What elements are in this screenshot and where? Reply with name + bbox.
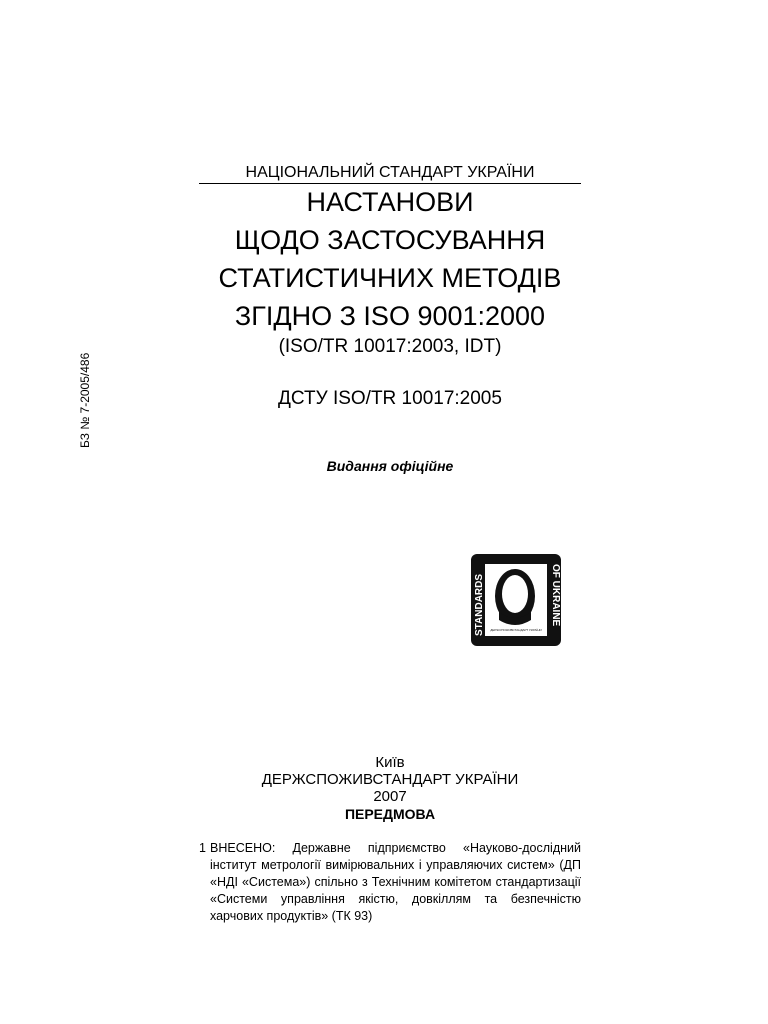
side-code: БЗ № 7-2005/486: [78, 352, 92, 448]
stamp-right-text: OF UKRAINE: [550, 564, 561, 627]
foreword-heading: ПЕРЕДМОВА: [344, 806, 436, 822]
foreword-item-number: 1: [199, 841, 206, 855]
stamp-center-text: ДЕРЖСПОЖИВСТАНДАРТ УКРАЇНИ: [490, 628, 542, 632]
foreword-item-text: ВНЕСЕНО: Державне підприємство «Науково-дослідний інститут метрології вимірювальних і управляючих систем» (ДП «НДІ «Система») спільно з Технічним комітетом стандартизації «Системи управління якістю, довкіллям та безпечністю харчових продуктів» (ТК 93): [210, 841, 581, 923]
standard-designation: ДСТУ ISO/TR 10017:2005: [278, 388, 502, 409]
publisher-org: ДЕРЖСПОЖИВСТАНДАРТ УКРАЇНИ: [261, 771, 519, 788]
stamp-left-text: STANDARDS: [474, 573, 485, 636]
standards-of-ukraine-stamp: [469, 550, 565, 650]
foreword-item: [199, 840, 581, 925]
stamp-graphic: [469, 550, 565, 650]
document-title: [199, 183, 581, 335]
title-line-1: НАСТАНОВИ: [306, 187, 474, 217]
publisher-block: [199, 754, 581, 805]
publisher-city: Київ: [375, 754, 405, 771]
title-line-2: ЩОДО ЗАСТОСУВАННЯ: [234, 225, 546, 255]
official-edition-label: Видання офіційне: [326, 458, 454, 474]
publication-year: 2007: [373, 788, 407, 805]
idt-reference: (ISO/TR 10017:2003, IDT): [278, 336, 502, 357]
title-line-3: СТАТИСТИЧНИХ МЕТОДІВ: [218, 263, 562, 293]
national-standard-heading: НАЦІОНАЛЬНИЙ СТАНДАРТ УКРАЇНИ: [199, 163, 581, 184]
title-line-4: ЗГІДНО З ISO 9001:2000: [234, 301, 546, 331]
